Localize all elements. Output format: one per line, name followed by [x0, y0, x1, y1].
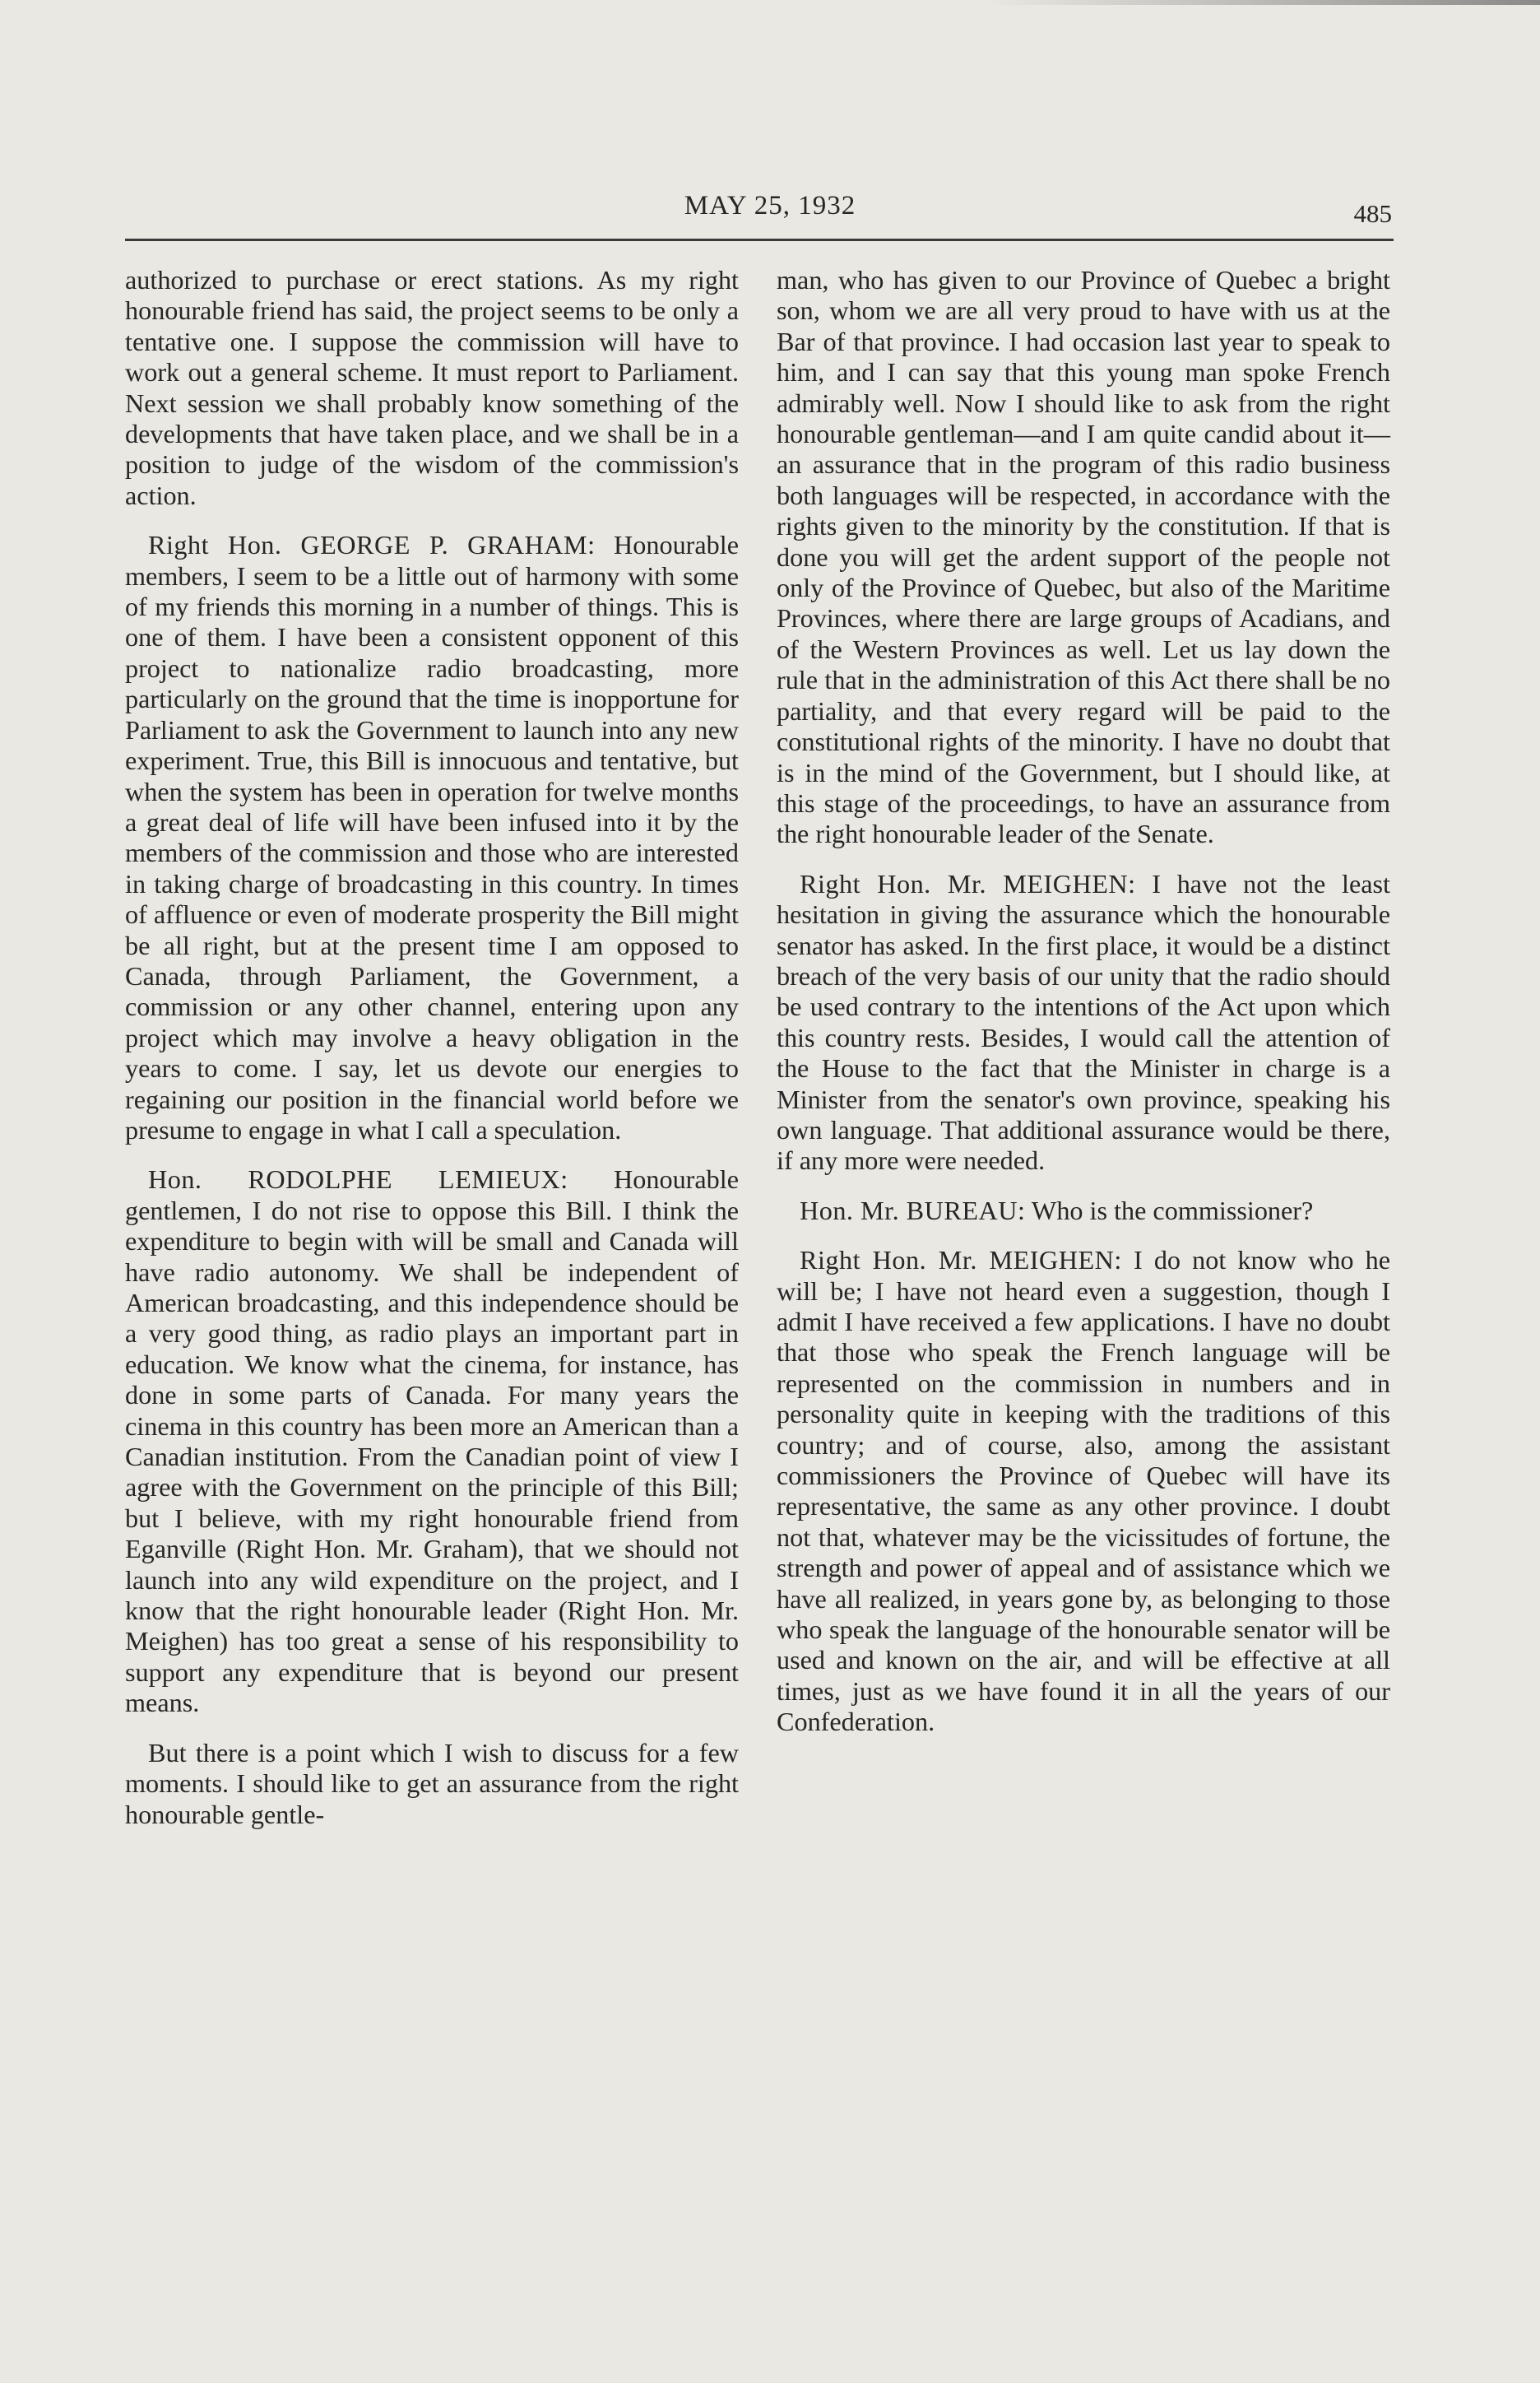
speech-text: I have not the least hesitation in giving the assurance which the honourable senator has asked. In the first place, it would be a distinct breach of the very basis of our unity that the radio should be used contrary to the intentions of the Act upon which this country rests. Besides, I would call the attention of the House to the fact that the Minister in charge is a Minister from the senator's own province, speaking his own language. That additional assurance would be there, if any more were needed.: [777, 868, 1391, 1176]
paragraph-bureau: [777, 1196, 1390, 1226]
paragraph-continuation: man, who has given to our Province of Quebec a bright son, whom we are all very proud to have with us at the Bar of that province. I had occasion last year to speak to him, and I can say that this young man spoke French admirably well. Now I should like to ask from the right honourable gentleman—and I am quite candid about it—an assurance that in the program of this radio business both languages will be respected, in accordance with the rights given to the minority by the constitution. If that is done you will get the ardent support of the people not only of the Province of Quebec, but also of the Maritime Provinces, where there are large groups of Acadians, and of the Western Provinces as well. Let us lay down the rule that in the administration of this Act there shall be no partiality, and that every regard will be paid to the constitutional rights of the minority. I have no doubt that is in the mind of the Government, but I should like, at this stage of the proceedings, to have an assurance from the right honourable leader of the Senate.: [777, 265, 1390, 849]
speech-text: Honourable members, I seem to be a little out of harmony with some of my friends this morning in a number of things. This is one of them. I have been a consistent opponent of this project to nationalize radio broadcasting, more particularly on the ground that the time is inopportune for Parliament to ask the Government to launch into any new experiment. True, this Bill is innocuous and tentative, but when the system has been in operation for twelve months a great deal of life will have been infused into it by the members of the commission and those who are interested in taking charge of broadcasting in this country. In times of affluence or even of moderate prosperity the Bill might be all right, but at the present time I am opposed to Canada, through Parliament, the Government, a commission or any other channel, entering upon any project which may involve a heavy obligation in the years to come. I say, let us devote our energies to regaining our position in the financial world before we presume to engage in what I call a speculation.: [125, 530, 739, 1145]
paragraph-lemieux-cont: But there is a point which I wish to discuss for a few moments. I should like to get an assurance from the right honourable gentle-: [125, 1737, 739, 1829]
right-column: [777, 265, 1390, 1757]
paragraph-lemieux: [125, 1164, 739, 1718]
page-date: MAY 25, 1932: [684, 191, 856, 221]
left-column: [125, 265, 739, 1849]
paragraph-graham: [125, 530, 739, 1145]
speech-text: Honourable gentlemen, I do not rise to oppose this Bill. I think the expenditure to begin with will be small and Canada will have radio autonomy. We shall be independent of American broadcasting, and this independence should be a very good thing, as radio plays an important part in education. We know what the cinema, for instance, has done in some parts of Canada. For many years the cinema in this country has been more an American than a Canadian institution. From the Canadian point of view I agree with the Government on the principle of this Bill; but I believe, with my right honourable friend from Eganville (Right Hon. Mr. Graham), that we should not launch into any wild expenditure on the project, and I know that the right honourable leader (Right Hon. Mr. Meighen) has too great a sense of his responsibility to support any expenditure that is beyond our present means.: [125, 1164, 739, 1718]
paragraph-continuation: authorized to purchase or erect stations. As my right honourable friend has said, the project seems to be only a tentative one. I suppose the commission will have to work out a general scheme. It must report to Parliament. Next session we shall probably know something of the developments that have taken place, and we shall be in a position to judge of the wisdom of the commission's action.: [125, 265, 739, 510]
speaker-name: Right Hon. GEORGE P. GRAHAM:: [148, 530, 596, 560]
speaker-name: Hon. RODOLPHE LEMIEUX:: [148, 1164, 568, 1195]
speech-text: Who is the commissioner?: [1025, 1195, 1314, 1225]
page-number: 485: [1353, 199, 1392, 228]
scan-edge-shadow: [987, 0, 1540, 5]
speech-text: I do not know who he will be; I have not heard even a suggestion, though I admit I have received a few applications. I have no doubt that those who speak the French language will be represented on the commission in numbers and in personality quite in keeping with the traditions of this country; and of course, also, among the assistant commissioners the Province of Quebec will have its representative, the same as any other province. I doubt not that, whatever may be the vicissitudes of fortune, the strength and power of appeal and of assistance which we have all realized, in years gone by, as belonging to those who speak the language of the honourable senator will be used and known on the air, and will be effective at all times, just as we have found it in all the years of our Confederation.: [777, 1245, 1391, 1737]
paragraph-meighen-2: [777, 1245, 1390, 1738]
speaker-name: Hon. Mr. BUREAU:: [800, 1195, 1026, 1225]
header-rule: [125, 239, 1394, 241]
speaker-name: Right Hon. Mr. MEIGHEN:: [800, 1245, 1122, 1275]
paragraph-meighen-1: [777, 869, 1390, 1177]
running-head: [0, 191, 1540, 237]
speaker-name: Right Hon. Mr. MEIGHEN:: [800, 868, 1136, 899]
